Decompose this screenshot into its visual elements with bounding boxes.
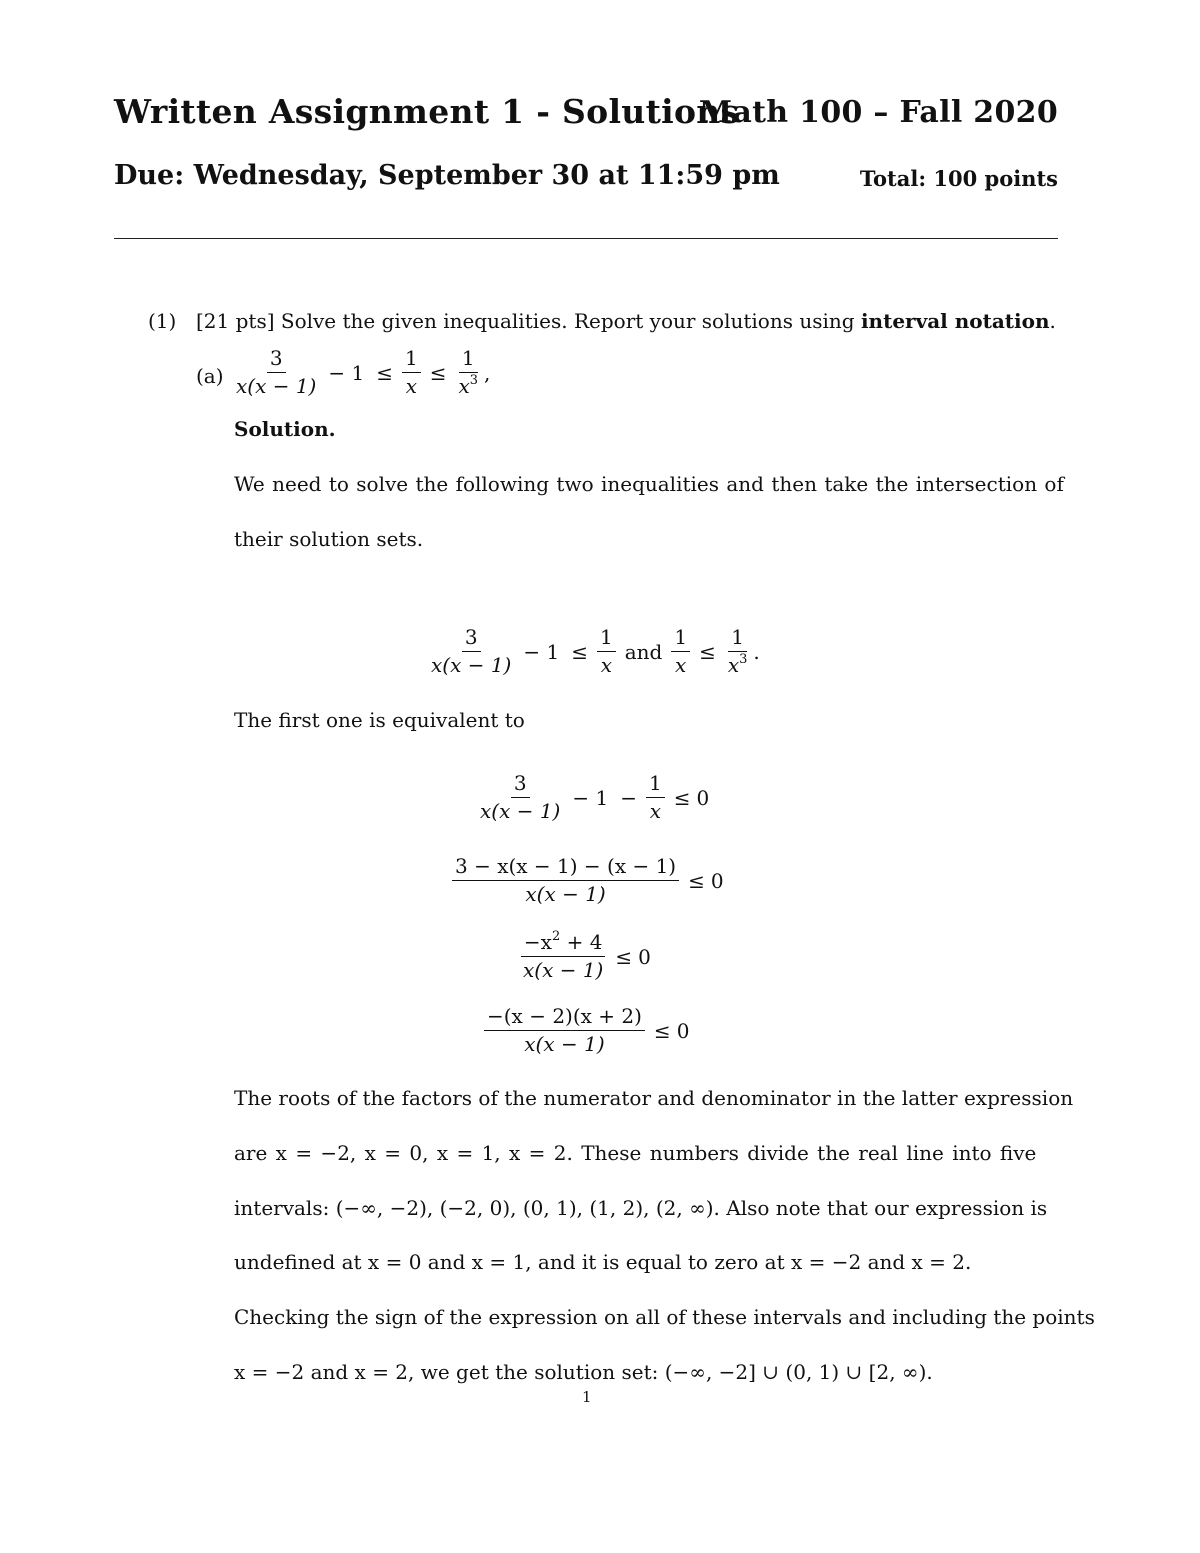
denominator: x(x − 1) <box>480 799 561 823</box>
derivation-step-2 <box>449 853 724 908</box>
paragraph-line: The first one is equivalent to <box>234 708 525 732</box>
part-a-label: (a) <box>196 364 224 388</box>
derivation-step-1 <box>474 770 709 825</box>
numerator: 3 <box>267 345 286 373</box>
fraction <box>520 929 606 984</box>
denominator: x(x − 1) <box>236 374 317 398</box>
paragraph-line: x = −2 and x = 2, we get the solution set: (−∞, −2] ∪ (0, 1) ∪ [2, ∞). <box>234 1360 933 1384</box>
denominator: x <box>675 653 687 677</box>
problem-number: (1) <box>148 309 177 333</box>
denominator: x(x − 1) <box>431 653 512 677</box>
part-a-inequality <box>230 345 490 400</box>
operator: − 1 <box>523 639 560 664</box>
operator: ≤ <box>653 1018 671 1043</box>
paragraph-line: their solution sets. <box>234 527 424 551</box>
paragraph-line: The roots of the factors of the numerator and denominator in the latter expression <box>234 1086 1074 1110</box>
fraction <box>402 345 421 400</box>
fraction <box>484 1003 645 1058</box>
paragraph-line: undefined at x = 0 and x = 1, and it is equal to zero at x = −2 and x = 2. <box>234 1250 972 1274</box>
derivation-step-3 <box>517 929 651 984</box>
term: −x <box>523 930 552 954</box>
exponent: 3 <box>469 373 479 388</box>
operator: ≤ <box>688 868 705 893</box>
operator: − <box>620 785 637 810</box>
fraction <box>477 770 563 825</box>
fraction <box>428 624 514 679</box>
total-points: Total: 100 points <box>859 166 1058 191</box>
course-title: Math 100 – Fall 2020 <box>698 95 1058 130</box>
operator: ≤ <box>673 785 691 810</box>
header-divider <box>114 238 1058 239</box>
fraction <box>646 770 665 825</box>
punctuation: . <box>753 639 760 664</box>
exponent: 3 <box>739 652 748 667</box>
numerator: 1 <box>597 624 616 652</box>
numerator: 1 <box>402 345 421 373</box>
paragraph-line: Checking the sign of the expression on all of these intervals and including the points <box>234 1305 1095 1329</box>
numerator: 1 <box>646 770 665 798</box>
rhs: 0 <box>710 868 724 893</box>
operator: − 1 <box>328 360 365 385</box>
denominator: x(x − 1) <box>525 882 606 906</box>
paragraph-line: are x = −2, x = 0, x = 1, x = 2. These numbers divide the real line into five <box>234 1141 1037 1165</box>
two-inequalities <box>425 624 760 679</box>
problem-intro-bold: interval notation <box>860 309 1050 333</box>
document-title: Written Assignment 1 - Solutions <box>114 92 740 131</box>
fraction <box>233 345 319 400</box>
and-word: and <box>624 639 663 664</box>
numerator: −(x − 2)(x + 2) <box>484 1003 645 1031</box>
operator: ≤ <box>699 639 716 664</box>
denominator <box>725 652 751 679</box>
paragraph-line: intervals: (−∞, −2), (−2, 0), (0, 1), (1, 2), (2, ∞). Also note that our expression is <box>234 1196 1048 1220</box>
operator: − 1 <box>572 785 609 810</box>
operator: ≤ <box>429 360 447 385</box>
numerator <box>521 929 606 957</box>
rhs: 0 <box>696 785 710 810</box>
fraction <box>452 853 679 908</box>
fraction <box>597 624 616 679</box>
derivation-step-4 <box>481 1003 689 1058</box>
numerator: 1 <box>728 624 747 652</box>
rhs: 0 <box>638 944 651 969</box>
operator: ≤ <box>571 639 588 664</box>
page-number: 1 <box>582 1388 592 1406</box>
denominator: x <box>649 799 661 823</box>
rhs: 0 <box>676 1018 690 1043</box>
base: x <box>458 374 470 398</box>
fraction <box>455 345 481 400</box>
problem-intro-end: . <box>1049 309 1056 333</box>
punctuation: , <box>484 360 491 385</box>
base: x <box>727 653 740 677</box>
denominator: x <box>600 653 612 677</box>
term: + 4 <box>560 930 603 954</box>
numerator: 1 <box>671 624 690 652</box>
numerator: 3 <box>462 624 481 652</box>
numerator: 3 − x(x − 1) − (x − 1) <box>452 853 679 881</box>
denominator: x(x − 1) <box>524 1032 605 1056</box>
problem-intro-text: [21 pts] Solve the given inequalities. Report your solutions using <box>196 309 855 333</box>
numerator: 1 <box>459 345 478 373</box>
fraction <box>671 624 690 679</box>
solution-label: Solution. <box>234 417 336 441</box>
denominator: x(x − 1) <box>523 958 604 982</box>
denominator: x <box>405 374 417 398</box>
fraction <box>725 624 751 679</box>
numerator: 3 <box>511 770 530 798</box>
exponent: 2 <box>551 929 561 944</box>
operator: ≤ <box>615 944 633 969</box>
paragraph-line: We need to solve the following two inequalities and then take the intersection of <box>234 472 1064 496</box>
due-date: Due: Wednesday, September 30 at 11:59 pm <box>114 160 780 191</box>
operator: ≤ <box>376 360 393 385</box>
denominator <box>455 373 481 400</box>
problem-intro <box>196 309 1056 333</box>
